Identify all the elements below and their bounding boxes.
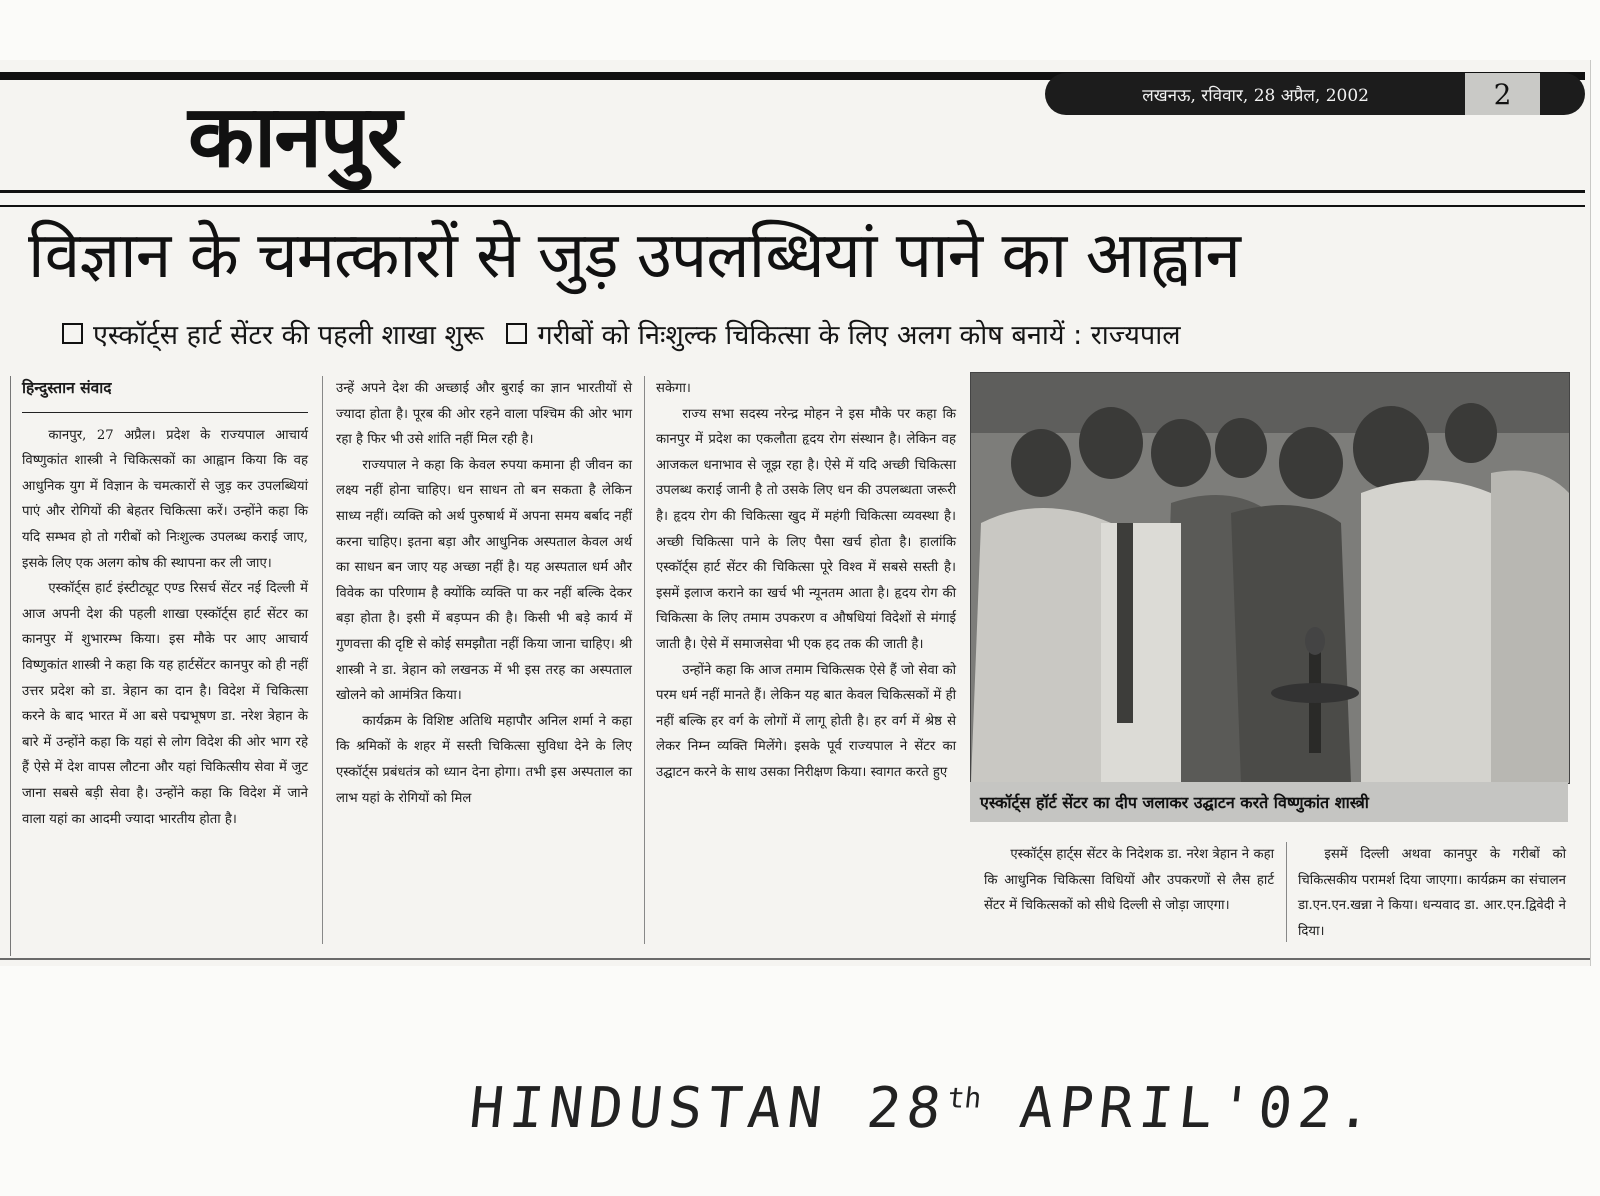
handnote-part-1: HINDUSTAN 28	[466, 1076, 950, 1141]
headline-rule-top	[0, 190, 1585, 193]
col2-para-2: राज्यपाल ने कहा कि केवल रुपया कमाना ही जीवन का लक्ष्य नहीं होना चाहिए। धन साधन तो बन सकता है लेकिन साध्य नहीं। व्यक्ति को अर्थ पुरुषार्थ में अपना समय बर्बाद नहीं करना चाहिए। इतना बड़ा और आधुनिक अस्पताल केवल अर्थ का साधन बन जाए यह अच्छा नहीं है। यह अस्पताल धर्म और विवेक का परिणाम है क्योंकि व्यक्ति पा कर नहीं बल्कि देकर बड़ा होता है। इसी में बड़प्पन की है। किसी भी बड़े कार्य में गुणवत्ता की दृष्टि से कोई समझौता नहीं किया जाना चाहिए। श्री शास्त्री ने डा. त्रेहान को लखनऊ में भी इस तरह का अस्पताल खोलने को आमंत्रित किया।	[336, 457, 632, 704]
col5-para: इसमें दिल्ली अथवा कानपुर के गरीबों को चिकित्सकीय परामर्श दिया जाएगा। कार्यक्रम का संचालन डा.एन.एन.खन्ना ने किया। धन्यवाद डा. आर.एन.द्विवेदी ने दिया।	[1298, 847, 1566, 939]
col3-para-3: उन्होंने कहा कि आज तमाम चिकित्सक ऐसे हैं जो सेवा को परम धर्म नहीं मानते हैं। लेकिन यह बात केवल चिकित्सकों में ही नहीं बल्कि हर वर्ग के लोगों में लागू होती है। हर वर्ग में श्रेष्ठ से लेकर निम्न व्यक्ति मिलेंगे। इसके पूर्व राज्यपाल ने सेंटर का उद्घाटन करने के साथ उसका निरीक्षण किया। स्वागत करते हुए	[656, 662, 956, 780]
col3-para-2: राज्य सभा सदस्य नरेन्द्र मोहन ने इस मौके पर कहा कि कानपुर में प्रदेश का एकलौता हृदय रोग संस्थान है। लेकिन वह आजकल धनाभाव से जूझ रहा है। ऐसे में यदि अच्छी चिकित्सा उपलब्ध कराई जानी है तो उसके लिए धन की उपलब्धता जरूरी है। हृदय रोग की चिकित्सा खुद में महंगी चिकित्सा व्यवस्था है। अच्छी चिकित्सा पाने के लिए पैसा खर्च होता है। हालांकि एस्कॉर्ट्स हार्ट सेंटर की चिकित्सा पूरे विश्व में सबसे सस्ती है। इसमें इलाज कराने का खर्च भी न्यूनतम आता है। हृदय रोग की चिकित्सा के लिए तमाम उपकरण व औषधियां विदेशों से मंगाई जाती है। ऐसे में समाजसेवा भी एक हद तक की जाती है।	[656, 406, 956, 652]
event-photo	[970, 372, 1570, 784]
col2-para-1: उन्हें अपने देश की अच्छाई और बुराई का ज्ञान भारतीयों से ज्यादा होता है। पूरब की ओर रहने वाला पश्चिम की ओर भाग रहा है फिर भी उसे शांति नहीं मिल रही है।	[336, 381, 632, 448]
column-rule	[1286, 842, 1287, 942]
column-rule-left	[10, 376, 11, 956]
subhead-2: गरीबों को निःशुल्क चिकित्सा के लिए अलग कोष बनायें : राज्यपाल	[537, 320, 1181, 351]
checkbox-bullet-icon	[62, 323, 83, 344]
page-number: 2	[1465, 73, 1540, 115]
handwritten-source-note	[467, 1076, 1381, 1141]
subhead-1: एस्कॉर्ट्स हार्ट सेंटर की पहली शाखा शुरू	[93, 320, 484, 351]
section-title: कानपुर	[188, 87, 401, 187]
dateline: लखनऊ, रविवार, 28 अप्रैल, 2002	[1045, 73, 1465, 115]
clipping-bottom-edge	[0, 958, 1590, 960]
column-rule	[644, 376, 645, 944]
col3-para-1: सकेगा।	[656, 381, 691, 396]
column-2	[336, 376, 632, 811]
column-5	[1298, 842, 1566, 944]
photo-figures	[971, 373, 1569, 783]
column-4	[984, 842, 1274, 919]
col1-para-1: कानपुर, 27 अप्रैल। प्रदेश के राज्यपाल आचार्य विष्णुकांत शास्त्री ने चिकित्सकों का आह्वान किया कि वह आधुनिक युग में विज्ञान के चमत्कारों से जुड़ कर उपलब्धियां पाएं और रोगियों की बेहतर चिकित्सा करें। उन्होंने कहा कि यदि सम्भव हो तो गरीबों को निःशुल्क उपलब्ध कराई जाए, इसके लिए एक अलग कोष की स्थापना कर ली जाए।	[22, 427, 308, 571]
handnote-part-2: APRIL'02.	[976, 1076, 1381, 1141]
article-subhead	[62, 316, 1582, 356]
article-headline: विज्ञान के चमत्कारों से जुड़ उपलब्धियां पाने का आह्वान	[28, 219, 1240, 293]
col1-para-2: एस्कॉर्ट्स हार्ट इंस्टीट्यूट एण्ड रिसर्च सेंटर नई दिल्ली में आज अपनी देश की पहली शाखा एस्कॉर्ट्स हार्ट सेंटर का कानपुर में शुभारम्भ किया। इस मौके पर आए आचार्य विष्णुकांत शास्त्री ने कहा कि यह हार्टसेंटर कानपुर को ही नहीं उत्तर प्रदेश को डा. त्रेहान का दान है। विदेश में चिकित्सा करने के बाद भारत में आ बसे पद्मभूषण डा. नरेश त्रेहान के बारे में उन्होंने कहा कि यहां से लोग विदेश की ओर भाग रहे हैं ऐसे में देश वापस लौटना और यहां चिकित्सीय सेवा में जुट जाना सबसे बड़ी सेवा है। उन्होंने कहा कि विदेश में जाने वाला यहां का आदमी ज्यादा भारतीय होता है।	[22, 581, 308, 827]
col4-para: एस्कॉर्ट्स हार्ट्स सेंटर के निदेशक डा. नरेश त्रेहान ने कहा कि आधुनिक चिकित्सा विधियों और उपकरणों से लैस हार्ट सेंटर में चिकित्सकों को सीधे दिल्ली से जोड़ा जाएगा।	[984, 847, 1274, 914]
col2-para-3: कार्यक्रम के विशिष्ट अतिथि महापौर अनिल शर्मा ने कहा कि श्रमिकों के शहर में सस्ती चिकित्सा सुविधा देने के लिए एस्कॉर्ट्स प्रबंधतंत्र को ध्यान देना होगा। तभी इस अस्पताल का लाभ यहां के रोगियों को मिल	[336, 713, 632, 806]
page-number-cap	[1540, 73, 1585, 115]
photo-caption: एस्कॉर्ट्स हॉर्ट सेंटर का दीप जलाकर उद्घाटन करते विष्णुकांत शास्त्री	[970, 782, 1568, 822]
column-1	[22, 376, 308, 832]
checkbox-bullet-icon	[506, 323, 527, 344]
column-rule	[322, 376, 323, 944]
headline-rule-bottom	[0, 205, 1585, 207]
byline: हिन्दुस्तान संवाद	[22, 376, 308, 413]
handnote-superscript: th	[945, 1081, 984, 1115]
column-3	[656, 376, 956, 786]
